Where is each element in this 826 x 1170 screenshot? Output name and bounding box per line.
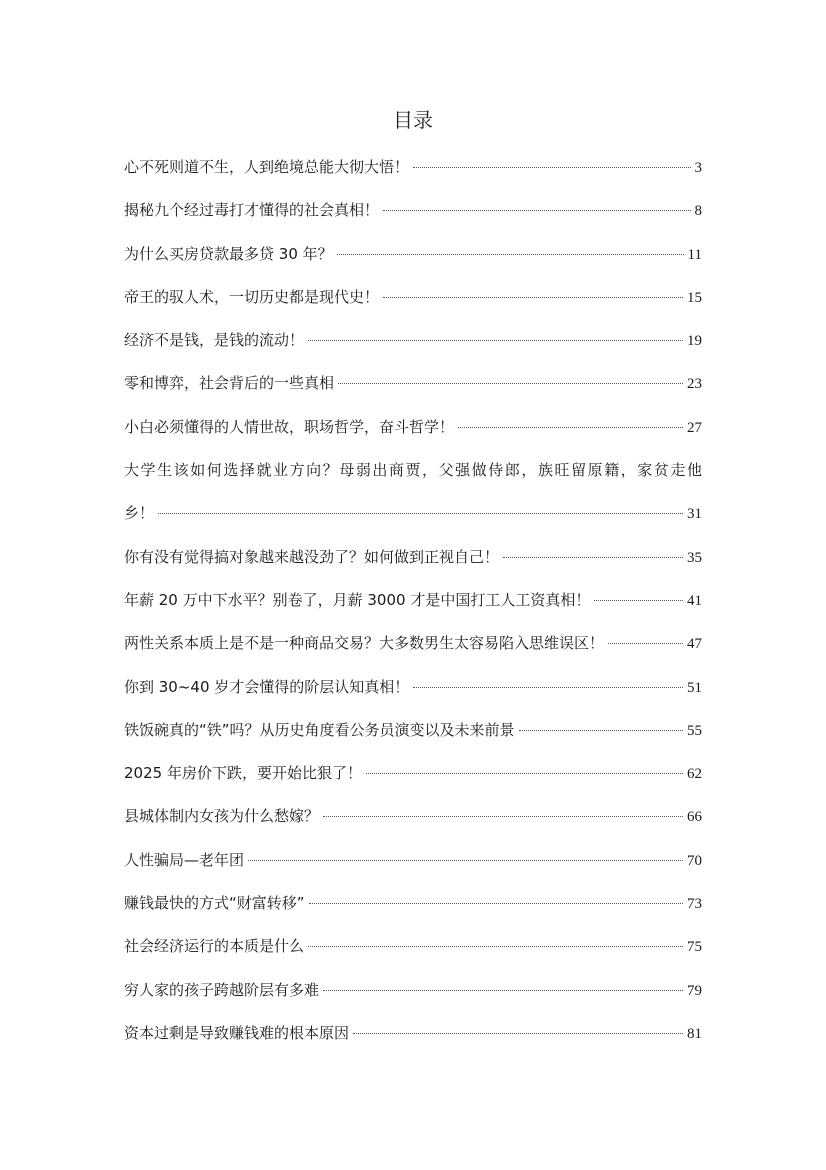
- dot-leader: [503, 557, 683, 558]
- dot-leader: [383, 210, 690, 211]
- toc-entry[interactable]: [124, 319, 702, 362]
- toc-entry-page: 70: [687, 852, 702, 869]
- toc-entry-page: 66: [687, 809, 702, 826]
- toc-entry-page: 41: [687, 592, 702, 609]
- toc-title: 目录: [393, 108, 433, 132]
- toc-entry-page: 55: [687, 722, 702, 739]
- toc-entry[interactable]: [124, 536, 702, 579]
- dot-leader: [413, 687, 683, 688]
- toc-entry-title: 零和博弈，社会背后的一些真相: [124, 374, 335, 393]
- toc-entry-title: 赚钱最快的方式“财富转移”: [124, 894, 305, 913]
- toc-entry-title-continuation: 乡！: [124, 504, 155, 523]
- toc-entry-page: 19: [687, 333, 702, 350]
- toc-entry[interactable]: [124, 666, 702, 709]
- toc-list: [124, 146, 702, 1055]
- toc-entry[interactable]: [124, 406, 702, 449]
- toc-entry-page: 31: [687, 506, 702, 523]
- toc-entry-page: 8: [694, 203, 702, 220]
- toc-entry[interactable]: [124, 189, 702, 232]
- toc-entry[interactable]: [124, 752, 702, 795]
- toc-entry[interactable]: [124, 839, 702, 882]
- toc-entry-page: 73: [687, 896, 702, 913]
- toc-entry-page: 35: [687, 549, 702, 566]
- toc-entry-page: 79: [687, 982, 702, 999]
- dot-leader: [608, 643, 683, 644]
- toc-entry-title: 经济不是钱，是钱的流动！: [124, 331, 305, 350]
- toc-entry-title: 资本过剩是导致赚钱难的根本原因: [124, 1023, 350, 1042]
- dot-leader: [413, 167, 690, 168]
- toc-entry[interactable]: [124, 362, 702, 405]
- dot-leader: [519, 730, 683, 731]
- toc-entry-title: 社会经济运行的本质是什么: [124, 937, 305, 956]
- dot-leader: [353, 1033, 683, 1034]
- toc-entry[interactable]: [124, 579, 702, 622]
- toc-entry-title: 小白必须懂得的人情世故，职场哲学，奋斗哲学！: [124, 417, 455, 436]
- toc-entry-title: 为什么买房贷款最多贷 30 年？: [124, 244, 333, 263]
- dot-leader: [337, 254, 684, 255]
- toc-entry-title: 县城体制内女孩为什么愁嫁？: [124, 807, 320, 826]
- toc-entry-page: 3: [694, 160, 702, 176]
- toc-entry[interactable]: [124, 882, 702, 925]
- toc-entry-title: 人性骗局—老年团: [124, 850, 245, 869]
- toc-entry-title: 帝王的驭人术，一切历史都是现代史！: [124, 287, 380, 306]
- toc-entry[interactable]: [124, 622, 702, 665]
- dot-leader: [338, 383, 683, 384]
- dot-leader: [248, 860, 683, 861]
- toc-entry-page: 62: [687, 766, 702, 783]
- toc-entry-page: 75: [687, 939, 702, 956]
- toc-entry-title: 铁饭碗真的“铁”吗？从历史角度看公务员演变以及未来前景: [124, 720, 515, 739]
- toc-entry[interactable]: [124, 1012, 702, 1055]
- dot-leader: [594, 600, 683, 601]
- toc-entry[interactable]: [124, 276, 702, 319]
- toc-entry-title: 心不死则道不生，人到绝境总能大彻大悟！: [124, 158, 410, 176]
- toc-entry-title: 穷人家的孩子跨越阶层有多难: [124, 980, 320, 999]
- toc-entry[interactable]: [124, 795, 702, 838]
- dot-leader: [308, 340, 683, 341]
- toc-entry-multiline-first[interactable]: [124, 449, 702, 492]
- dot-leader: [366, 773, 683, 774]
- toc-entry-page: 47: [687, 636, 702, 653]
- dot-leader: [309, 903, 683, 904]
- toc-entry-page: 11: [687, 246, 702, 263]
- dot-leader: [308, 946, 683, 947]
- toc-entry-page: 15: [687, 289, 702, 306]
- dot-leader: [458, 427, 683, 428]
- toc-entry-page: 23: [687, 376, 702, 393]
- toc-entry-title: 年薪 20 万中下水平？别卷了，月薪 3000 才是中国打工人工资真相！: [124, 590, 591, 609]
- toc-entry-multiline-continuation[interactable]: [124, 492, 702, 535]
- dot-leader: [383, 297, 683, 298]
- toc-entry[interactable]: [124, 925, 702, 968]
- toc-entry[interactable]: [124, 709, 702, 752]
- dot-leader: [323, 816, 683, 817]
- toc-entry-title: 揭秘九个经过毒打才懂得的社会真相！: [124, 201, 380, 220]
- toc-entry-title: 2025 年房价下跌，要开始比狠了！: [124, 764, 362, 783]
- toc-entry-page: 81: [687, 1025, 702, 1042]
- toc-entry[interactable]: [124, 969, 702, 1012]
- toc-entry-page: 27: [687, 419, 702, 436]
- toc-entry-title: 你有没有觉得搞对象越来越没劲了？如何做到正视自己！: [124, 547, 500, 566]
- dot-leader: [158, 513, 683, 514]
- toc-entry-title: 大学生该如何选择就业方向？母弱出商贾，父强做侍郎，族旺留原籍，家贫走他: [124, 461, 702, 480]
- toc-entry[interactable]: [124, 146, 702, 189]
- toc-entry[interactable]: [124, 233, 702, 276]
- toc-entry-page: 51: [687, 679, 702, 696]
- dot-leader: [323, 990, 683, 991]
- toc-entry-title: 你到 30~40 岁才会懂得的阶层认知真相！: [124, 677, 410, 696]
- toc-entry-title: 两性关系本质上是不是一种商品交易？大多数男生太容易陷入思维误区！: [124, 634, 605, 653]
